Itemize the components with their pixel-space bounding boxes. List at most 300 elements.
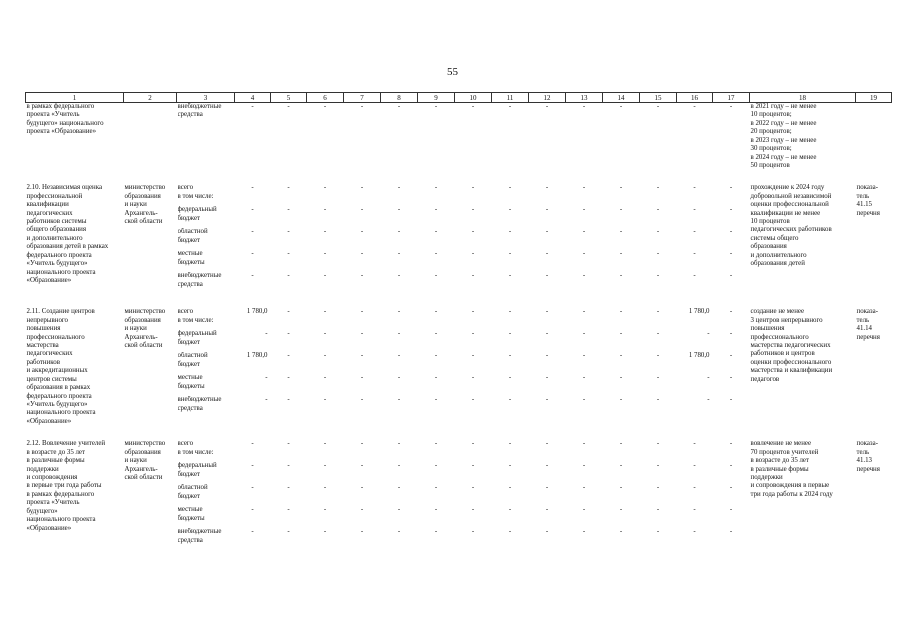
executor-cell: министерство образования и науки Архангель- ской области xyxy=(124,184,166,226)
expected-result-cell: в 2021 году – не менее 10 процентов; в 2022 году – не менее 20 процентов; в 2023 году – не менее 30 процентов; в 2024 году – не менее 50 процентов xyxy=(750,103,817,169)
amount-value: - xyxy=(397,462,401,470)
amount-value: - xyxy=(619,228,623,236)
amount-value: - xyxy=(360,440,364,448)
amount-value: 1 780,0 xyxy=(246,352,268,360)
amount-value: - xyxy=(251,184,254,192)
amount-value: - xyxy=(323,228,327,236)
amount-value: - xyxy=(582,484,586,492)
amount-value: - xyxy=(619,396,623,404)
amount-cell xyxy=(603,184,640,294)
amount-cell xyxy=(640,184,677,294)
amount-value: - xyxy=(582,396,586,404)
amount-value: - xyxy=(265,330,268,338)
funding-source-label: областной бюджет xyxy=(177,484,208,500)
amount-value: - xyxy=(693,506,696,514)
amount-value: - xyxy=(434,484,438,492)
amount-value: - xyxy=(729,228,733,236)
amount-value: - xyxy=(619,440,623,448)
amount-cell xyxy=(235,184,271,294)
amount-value: - xyxy=(323,352,327,360)
column-header: 11 xyxy=(492,93,529,103)
amount-value: - xyxy=(545,440,549,448)
amount-value: - xyxy=(323,462,327,470)
amount-cell xyxy=(344,308,381,426)
amount-value: - xyxy=(656,528,660,536)
table-row xyxy=(26,184,892,294)
amount-value: - xyxy=(287,440,290,448)
amount-value: - xyxy=(707,330,710,338)
spacer-cell xyxy=(26,170,892,184)
amount-value: - xyxy=(397,206,401,214)
amount-value: - xyxy=(619,462,623,470)
column-header: 3 xyxy=(177,93,235,103)
amount-value: - xyxy=(323,484,327,492)
amount-value: - xyxy=(508,250,512,258)
amount-cell xyxy=(344,440,381,550)
row-spacer xyxy=(26,170,892,184)
amount-cell xyxy=(677,308,713,426)
indicator-cell: показа- тель 41.13 перечня xyxy=(856,440,880,473)
amount-cell xyxy=(713,184,750,294)
amount-value: - xyxy=(729,528,733,536)
amount-value: - xyxy=(360,374,364,382)
amount-value: - xyxy=(287,462,290,470)
amount-value: - xyxy=(545,250,549,258)
amount-value: - xyxy=(323,184,327,192)
amount-value: - xyxy=(471,440,475,448)
amount-value: - xyxy=(693,103,696,110)
amount-cell xyxy=(492,184,529,294)
column-header: 2 xyxy=(124,93,177,103)
amount-value: - xyxy=(582,206,586,214)
amount-value: - xyxy=(397,528,401,536)
amount-value: - xyxy=(360,462,364,470)
amount-value: - xyxy=(508,206,512,214)
amount-value: - xyxy=(545,352,549,360)
amount-value: - xyxy=(729,506,733,514)
measure-name-cell: 2.12. Вовлечение учителей в возрасте до 35 лет в различные формы поддержки и сопровождения в первые три года работы в рамках федерального проекта «Учитель будущего» национального проекта «Образование» xyxy=(26,440,106,532)
amount-cell xyxy=(344,103,381,171)
expected-result-cell: создание не менее 3 центров непрерывного повышения профессионального мастерства педагогических работников и центров оценки профессионального мастерства и квалификации педагогов xyxy=(750,308,833,383)
amount-value: - xyxy=(397,250,401,258)
amount-cell xyxy=(492,440,529,550)
funding-source-label: местные бюджеты xyxy=(177,374,205,390)
amount-value: - xyxy=(619,308,623,316)
amount-value: - xyxy=(434,184,438,192)
amount-value: - xyxy=(729,250,733,258)
amount-value: - xyxy=(729,374,733,382)
amount-value: - xyxy=(471,206,475,214)
amount-value: - xyxy=(619,352,623,360)
amount-value: - xyxy=(397,330,401,338)
executor-cell: министерство образования и науки Архангель- ской области xyxy=(124,440,166,481)
amount-value: - xyxy=(471,250,475,258)
funding-source-label: местные бюджеты xyxy=(177,506,205,522)
amount-cell xyxy=(235,440,271,550)
amount-cell xyxy=(381,184,418,294)
amount-value: - xyxy=(656,206,660,214)
amount-cell xyxy=(529,308,566,426)
funding-source-label: всего в том числе: xyxy=(177,184,214,200)
funding-source-label: федеральный бюджет xyxy=(177,462,217,478)
column-header: 13 xyxy=(566,93,603,103)
amount-value: - xyxy=(729,462,733,470)
amount-value: 1 780,0 xyxy=(688,352,710,360)
amount-value: - xyxy=(323,330,327,338)
page-number: 55 xyxy=(447,66,458,78)
amount-cell xyxy=(271,184,307,294)
amount-value: - xyxy=(471,308,475,316)
measure-name-cell: 2.11. Создание центров непрерывного повышения профессионального мастерства педагогических работников и аккредитационных центров системы образования в рамках федерального проекта «Учитель будущего» национального проекта «Образование» xyxy=(26,308,96,425)
amount-value: - xyxy=(287,272,290,280)
amount-value: - xyxy=(360,228,364,236)
amount-value: - xyxy=(434,374,438,382)
amount-value: - xyxy=(287,374,290,382)
amount-cell xyxy=(307,308,344,426)
funding-source-cell xyxy=(177,308,235,426)
amount-value: - xyxy=(471,330,475,338)
amount-value: - xyxy=(360,506,364,514)
amount-value: - xyxy=(693,206,696,214)
amount-value: - xyxy=(323,506,327,514)
amount-cell xyxy=(529,440,566,550)
amount-value: - xyxy=(287,228,290,236)
amount-value: - xyxy=(251,440,254,448)
amount-value: - xyxy=(397,484,401,492)
funding-source-label: федеральный бюджет xyxy=(177,330,217,346)
amount-cell xyxy=(529,184,566,294)
amount-value: - xyxy=(656,272,660,280)
measure-name-cell: в рамках федерального проекта «Учитель будущего» национального проекта «Образование» xyxy=(26,103,104,136)
amount-value: - xyxy=(360,206,364,214)
indicator-cell xyxy=(856,103,892,171)
amount-cell xyxy=(640,440,677,550)
amount-value: - xyxy=(619,206,623,214)
amount-value: - xyxy=(729,396,733,404)
amount-value: - xyxy=(508,228,512,236)
funding-source-cell xyxy=(177,103,235,171)
amount-cell xyxy=(418,440,455,550)
amount-value: - xyxy=(508,462,512,470)
column-header: 18 xyxy=(750,93,856,103)
amount-value: - xyxy=(729,308,733,316)
amount-cell xyxy=(418,308,455,426)
amount-value: - xyxy=(323,250,327,258)
amount-value: - xyxy=(287,396,290,404)
amount-value: - xyxy=(693,484,696,492)
amount-value: - xyxy=(545,506,549,514)
amount-cell xyxy=(566,308,603,426)
amount-value: - xyxy=(656,103,660,110)
amount-value: - xyxy=(360,308,364,316)
expected-result-cell: вовлечение не менее 70 процентов учителей в возрасте до 35 лет в различные формы поддержки и сопровождения в первые три года работы к 2024 году xyxy=(750,440,833,498)
amount-value: - xyxy=(287,206,290,214)
funding-source-cell xyxy=(177,184,235,294)
amount-value: - xyxy=(397,103,401,110)
amount-cell xyxy=(381,103,418,171)
amount-value: - xyxy=(729,272,733,280)
amount-value: - xyxy=(251,103,254,110)
amount-cell xyxy=(566,440,603,550)
amount-value: 1 780,0 xyxy=(688,308,710,316)
amount-value: - xyxy=(656,440,660,448)
amount-cell xyxy=(640,308,677,426)
amount-value: - xyxy=(251,528,254,536)
column-header: 17 xyxy=(713,93,750,103)
amount-value: - xyxy=(508,396,512,404)
amount-cell xyxy=(271,308,307,426)
amount-value: - xyxy=(582,506,586,514)
amount-value: - xyxy=(582,528,586,536)
amount-value: - xyxy=(434,440,438,448)
amount-value: - xyxy=(508,484,512,492)
column-header: 16 xyxy=(677,93,713,103)
amount-value: - xyxy=(729,440,733,448)
amount-cell xyxy=(603,103,640,171)
amount-value: - xyxy=(360,396,364,404)
amount-cell xyxy=(713,308,750,426)
amount-value: - xyxy=(360,272,364,280)
spacer-cell xyxy=(26,294,892,308)
amount-value: - xyxy=(656,484,660,492)
row-spacer xyxy=(26,426,892,440)
amount-value: - xyxy=(707,374,710,382)
amount-value: - xyxy=(397,396,401,404)
amount-value: - xyxy=(434,506,438,514)
amount-value: - xyxy=(619,330,623,338)
amount-value: - xyxy=(729,206,733,214)
amount-value: - xyxy=(434,352,438,360)
amount-value: - xyxy=(287,103,290,110)
funding-source-label: внебюджетные средства xyxy=(177,103,222,119)
amount-value: - xyxy=(251,484,254,492)
funding-source-label: федеральный бюджет xyxy=(177,206,217,222)
amount-value: - xyxy=(619,250,623,258)
funding-source-label: внебюджетные средства xyxy=(177,528,222,544)
amount-value: - xyxy=(693,462,696,470)
amount-value: - xyxy=(545,103,549,110)
amount-value: - xyxy=(397,272,401,280)
amount-value: - xyxy=(545,462,549,470)
amount-value: - xyxy=(656,228,660,236)
amount-value: - xyxy=(434,330,438,338)
amount-value: - xyxy=(582,250,586,258)
amount-value: - xyxy=(729,103,733,110)
amount-value: - xyxy=(508,272,512,280)
amount-value: - xyxy=(434,396,438,404)
amount-value: - xyxy=(323,206,327,214)
amount-value: - xyxy=(287,184,290,192)
amount-value: - xyxy=(471,184,475,192)
table-row xyxy=(26,440,892,550)
amount-value: - xyxy=(693,528,696,536)
amount-value: - xyxy=(545,330,549,338)
amount-value: - xyxy=(434,103,438,110)
amount-cell xyxy=(418,184,455,294)
amount-value: - xyxy=(471,528,475,536)
amount-value: - xyxy=(582,184,586,192)
amount-value: - xyxy=(545,484,549,492)
amount-value: - xyxy=(545,228,549,236)
amount-value: - xyxy=(619,103,623,110)
row-spacer xyxy=(26,294,892,308)
amount-value: - xyxy=(434,528,438,536)
amount-value: - xyxy=(693,228,696,236)
financing-table xyxy=(25,92,892,550)
amount-value: - xyxy=(656,374,660,382)
amount-value: - xyxy=(251,272,254,280)
amount-value: - xyxy=(397,506,401,514)
column-header: 12 xyxy=(529,93,566,103)
amount-value: - xyxy=(545,272,549,280)
amount-value: - xyxy=(582,374,586,382)
amount-value: - xyxy=(360,352,364,360)
funding-source-label: всего в том числе: xyxy=(177,440,214,456)
amount-value: - xyxy=(397,440,401,448)
amount-cell xyxy=(235,308,271,426)
amount-value: - xyxy=(471,484,475,492)
amount-value: - xyxy=(619,484,623,492)
amount-cell xyxy=(307,103,344,171)
amount-value: - xyxy=(729,184,733,192)
amount-value: - xyxy=(582,228,586,236)
amount-value: - xyxy=(619,184,623,192)
funding-source-cell xyxy=(177,440,235,550)
column-header: 19 xyxy=(856,93,892,103)
amount-cell xyxy=(677,184,713,294)
amount-value: - xyxy=(251,506,254,514)
amount-cell xyxy=(566,184,603,294)
indicator-cell: показа- тель 41.14 перечня xyxy=(856,308,880,341)
amount-value: - xyxy=(656,184,660,192)
amount-value: - xyxy=(287,528,290,536)
amount-value: - xyxy=(582,440,586,448)
amount-value: - xyxy=(545,528,549,536)
amount-value: - xyxy=(656,330,660,338)
amount-value: - xyxy=(434,228,438,236)
amount-value: - xyxy=(508,374,512,382)
amount-value: - xyxy=(707,396,710,404)
column-number-row xyxy=(26,93,892,103)
amount-value: - xyxy=(582,272,586,280)
funding-source-label: областной бюджет xyxy=(177,228,208,244)
amount-value: - xyxy=(508,184,512,192)
amount-value: - xyxy=(693,184,696,192)
amount-cell xyxy=(677,440,713,550)
amount-value: - xyxy=(693,272,696,280)
table-row xyxy=(26,308,892,426)
amount-value: - xyxy=(471,272,475,280)
amount-value: - xyxy=(434,308,438,316)
amount-value: - xyxy=(397,184,401,192)
amount-value: - xyxy=(434,462,438,470)
amount-cell xyxy=(492,308,529,426)
amount-cell xyxy=(455,308,492,426)
amount-value: - xyxy=(545,374,549,382)
amount-value: - xyxy=(360,528,364,536)
amount-cell xyxy=(713,440,750,550)
amount-value: - xyxy=(582,308,586,316)
amount-value: - xyxy=(729,352,733,360)
amount-value: - xyxy=(360,103,364,110)
column-header: 8 xyxy=(381,93,418,103)
amount-value: - xyxy=(397,228,401,236)
amount-value: - xyxy=(582,103,586,110)
amount-value: - xyxy=(287,308,290,316)
amount-cell xyxy=(455,103,492,171)
funding-source-label: внебюджетные средства xyxy=(177,396,222,412)
amount-cell xyxy=(271,103,307,171)
amount-value: - xyxy=(693,250,696,258)
amount-value: - xyxy=(323,308,327,316)
amount-cell xyxy=(455,184,492,294)
amount-value: - xyxy=(323,440,327,448)
amount-value: - xyxy=(287,484,290,492)
indicator-cell: показа- тель 41.15 перечня xyxy=(856,184,880,217)
amount-cell xyxy=(492,103,529,171)
amount-cell xyxy=(271,440,307,550)
amount-value: - xyxy=(471,352,475,360)
amount-value: - xyxy=(582,330,586,338)
column-header: 7 xyxy=(344,93,381,103)
amount-value: - xyxy=(508,440,512,448)
amount-cell xyxy=(529,103,566,171)
amount-value: - xyxy=(251,228,254,236)
amount-value: - xyxy=(471,374,475,382)
amount-cell xyxy=(677,103,713,171)
amount-value: - xyxy=(287,250,290,258)
amount-value: - xyxy=(656,308,660,316)
amount-value: - xyxy=(323,374,327,382)
amount-value: - xyxy=(693,440,696,448)
spacer-cell xyxy=(26,426,892,440)
amount-value: - xyxy=(323,103,327,110)
amount-cell xyxy=(455,440,492,550)
amount-value: - xyxy=(545,396,549,404)
amount-value: - xyxy=(434,250,438,258)
amount-value: - xyxy=(508,103,512,110)
amount-value: - xyxy=(545,184,549,192)
amount-value: - xyxy=(265,396,268,404)
amount-cell xyxy=(713,103,750,171)
amount-value: - xyxy=(471,396,475,404)
amount-value: - xyxy=(265,374,268,382)
amount-cell xyxy=(603,308,640,426)
expected-result-cell: прохождение к 2024 году добровольной независимой оценки профессиональной квалификации не менее 10 процентов педагогических работников системы общего образования и дополнительного образования детей xyxy=(750,184,832,268)
column-header: 9 xyxy=(418,93,455,103)
amount-value: - xyxy=(471,462,475,470)
column-header: 10 xyxy=(455,93,492,103)
amount-value: - xyxy=(545,206,549,214)
amount-cell xyxy=(603,440,640,550)
amount-value: - xyxy=(323,396,327,404)
amount-value: - xyxy=(471,506,475,514)
amount-value: - xyxy=(729,330,733,338)
amount-value: - xyxy=(360,330,364,338)
executor-cell xyxy=(124,103,177,171)
amount-value: - xyxy=(323,272,327,280)
amount-value: - xyxy=(619,506,623,514)
amount-value: - xyxy=(619,528,623,536)
amount-cell xyxy=(381,440,418,550)
funding-source-label: местные бюджеты xyxy=(177,250,205,266)
amount-value: - xyxy=(582,462,586,470)
amount-value: - xyxy=(729,484,733,492)
amount-value: - xyxy=(434,206,438,214)
funding-source-label: всего в том числе: xyxy=(177,308,214,324)
amount-value: - xyxy=(397,308,401,316)
amount-value: - xyxy=(656,250,660,258)
